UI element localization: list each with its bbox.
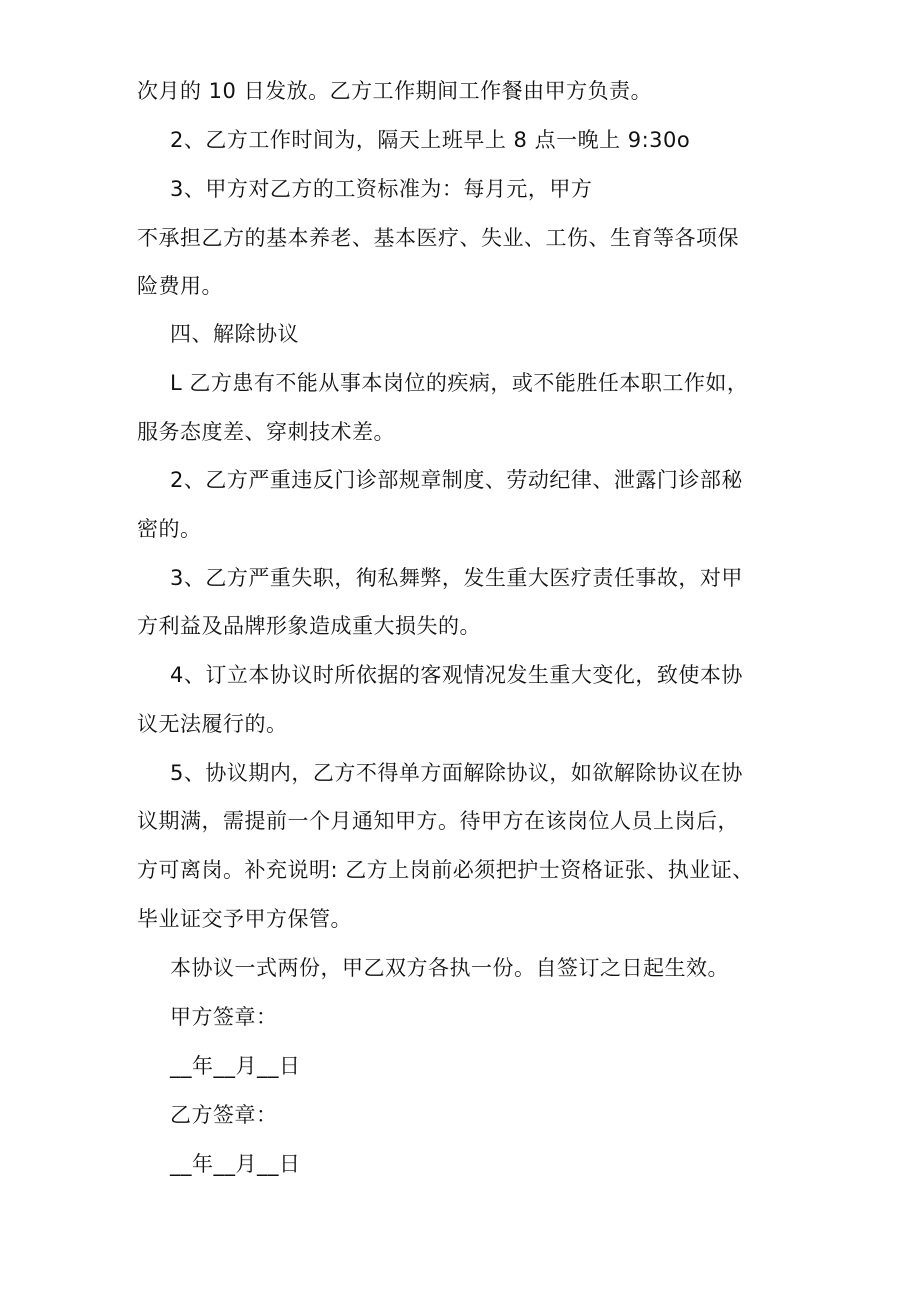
- party-b-signature-label: 乙方签章：: [170, 1103, 278, 1127]
- paragraph-line: 服务态度差、穿刺技术差。: [137, 420, 395, 444]
- paragraph-line: 议期满，需提前一个月通知甲方。待甲方在该岗位人员上岗后，: [137, 809, 739, 833]
- paragraph-line: 2、乙方严重违反门诊部规章制度、劳动纪律、泄露门诊部秘: [170, 468, 743, 492]
- paragraph-line: L 乙方患有不能从事本岗位的疾病，或不能胜任本职工作如，: [170, 371, 749, 395]
- party-b-date-line: __年__月__日: [170, 1152, 301, 1176]
- paragraph-line: 方可离岗。补充说明: 乙方上岗前必须把护士资格证张、执业证、: [137, 858, 754, 882]
- paragraph-line: 本协议一式两份，甲乙双方各执一份。自签订之日起生效。: [170, 956, 729, 980]
- party-a-signature-label: 甲方签章：: [170, 1005, 278, 1029]
- section-heading: 四、解除协议: [170, 322, 299, 346]
- paragraph-line: 3、甲方对乙方的工资标准为：每月元，甲方: [170, 177, 593, 201]
- paragraph-line: 险费用。: [137, 274, 223, 298]
- paragraph-line: 2、乙方工作时间为，隔天上班早上 8 点一晚上 9:30o: [170, 128, 691, 152]
- paragraph-line: 议无法履行的。: [137, 712, 288, 736]
- party-a-date-line: __年__月__日: [170, 1054, 301, 1078]
- paragraph-line: 5、协议期内，乙方不得单方面解除协议，如欲解除协议在协: [170, 761, 743, 785]
- paragraph-line: 4、订立本协议时所依据的客观情况发生重大变化，致使本协: [170, 663, 743, 687]
- paragraph-line: 3、乙方严重失职，徇私舞弊，发生重大医疗责任事故，对甲: [170, 566, 743, 590]
- paragraph-line: 毕业证交予甲方保管。: [137, 907, 352, 931]
- paragraph-line: 次月的 10 日发放。乙方工作期间工作餐由甲方负责。: [137, 79, 653, 103]
- paragraph-line: 方利益及品牌形象造成重大损失的。: [137, 614, 481, 638]
- paragraph-line: 不承担乙方的基本养老、基本医疗、失业、工伤、生育等各项保: [137, 226, 739, 250]
- paragraph-line: 密的。: [137, 517, 202, 541]
